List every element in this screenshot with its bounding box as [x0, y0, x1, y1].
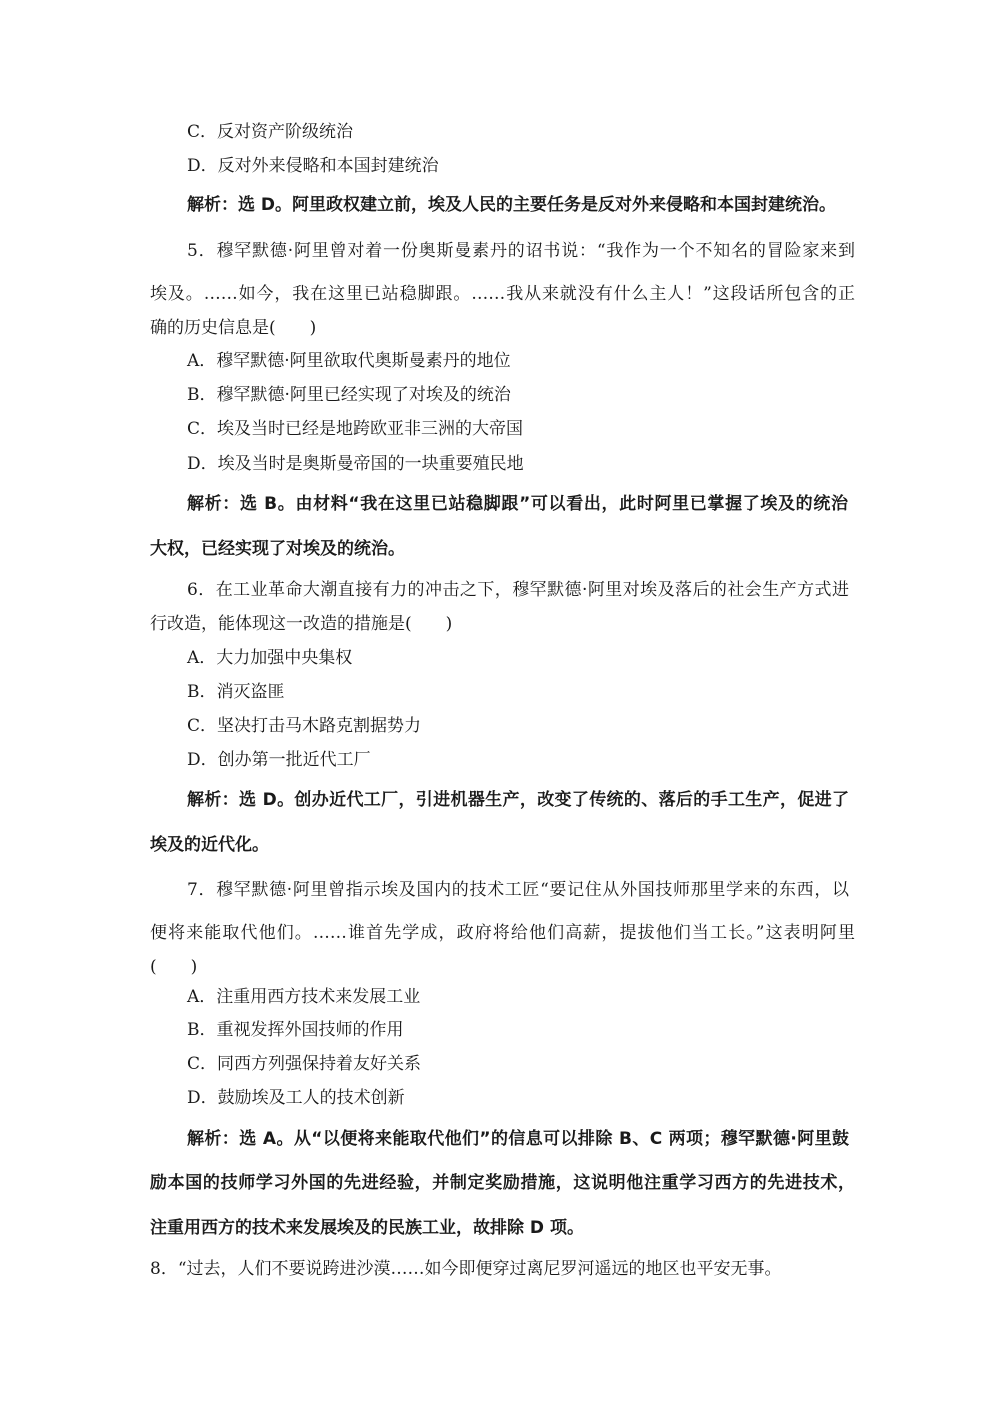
q6-option-d: D．创办第一批近代工厂: [187, 750, 371, 770]
q5-stem-line-3: 确的历史信息是( ): [150, 318, 317, 338]
q7-analysis-line-1: 解析：选 A。从“以便将来能取代他们”的信息可以排除 B、C 两项；穆罕默德·阿里鼓: [187, 1129, 849, 1149]
q5-option-a: A．穆罕默德·阿里欲取代奥斯曼素丹的地位: [187, 351, 511, 371]
q5-analysis-line-2: 大权，已经实现了对埃及的统治。: [150, 539, 405, 559]
q5-option-b: B．穆罕默德·阿里已经实现了对埃及的统治: [187, 385, 511, 405]
q5-stem-line-1: 5．穆罕默德·阿里曾对着一份奥斯曼素丹的诏书说：“我作为一个不知名的冒险家来到: [187, 241, 855, 261]
q6-option-b: B．消灭盗匪: [187, 682, 285, 702]
q6-stem-line-1: 6．在工业革命大潮直接有力的冲击之下，穆罕默德·阿里对埃及落后的社会生产方式进: [187, 580, 849, 600]
q5-stem-line-2: 埃及。……如今，我在这里已站稳脚跟。……我从来就没有什么主人！”这段话所包含的正: [150, 284, 855, 304]
q7-option-c: C．同西方列强保持着友好关系: [187, 1054, 422, 1074]
q5-option-d: D．埃及当时是奥斯曼帝国的一块重要殖民地: [187, 454, 524, 474]
q5-analysis-line-1: 解析：选 B。由材料“我在这里已站稳脚跟”可以看出，此时阿里已掌握了埃及的统治: [187, 494, 848, 514]
q7-stem-line-1: 7．穆罕默德·阿里曾指示埃及国内的技术工匠“要记住从外国技师那里学来的东西，以: [187, 880, 849, 900]
q8-stem: 8．“过去，人们不要说跨进沙漠……如今即便穿过离尼罗河遥远的地区也平安无事。: [150, 1259, 782, 1279]
q6-analysis-line-2: 埃及的近代化。: [150, 835, 269, 855]
q4-option-c: C．反对资产阶级统治: [187, 122, 354, 142]
q6-stem-line-2: 行改造，能体现这一改造的措施是( ): [150, 614, 453, 634]
q6-analysis-line-1: 解析：选 D。创办近代工厂，引进机器生产，改变了传统的、落后的手工生产，促进了: [187, 790, 849, 810]
q7-option-a: A．注重用西方技术来发展工业: [187, 987, 421, 1007]
q7-stem-line-3: ( ): [150, 957, 198, 977]
q7-option-d: D．鼓励埃及工人的技术创新: [187, 1088, 405, 1108]
q5-option-c: C．埃及当时已经是地跨欧亚非三洲的大帝国: [187, 419, 524, 439]
q7-option-b: B．重视发挥外国技师的作用: [187, 1020, 404, 1040]
q6-option-c: C．坚决打击马木路克割据势力: [187, 716, 422, 736]
q6-option-a: A．大力加强中央集权: [187, 648, 353, 668]
q4-option-d: D．反对外来侵略和本国封建统治: [187, 156, 439, 176]
q7-analysis-line-2: 励本国的技师学习外国的先进经验，并制定奖励措施，这说明他注重学习西方的先进技术，: [150, 1173, 855, 1193]
q7-analysis-line-3: 注重用西方的技术来发展埃及的民族工业，故排除 D 项。: [150, 1218, 584, 1238]
q7-stem-line-2: 便将来能取代他们。……谁首先学成，政府将给他们高薪，提拔他们当工长。”这表明阿里: [150, 923, 855, 943]
q4-analysis: 解析：选 D。阿里政权建立前，埃及人民的主要任务是反对外来侵略和本国封建统治。: [187, 195, 837, 215]
